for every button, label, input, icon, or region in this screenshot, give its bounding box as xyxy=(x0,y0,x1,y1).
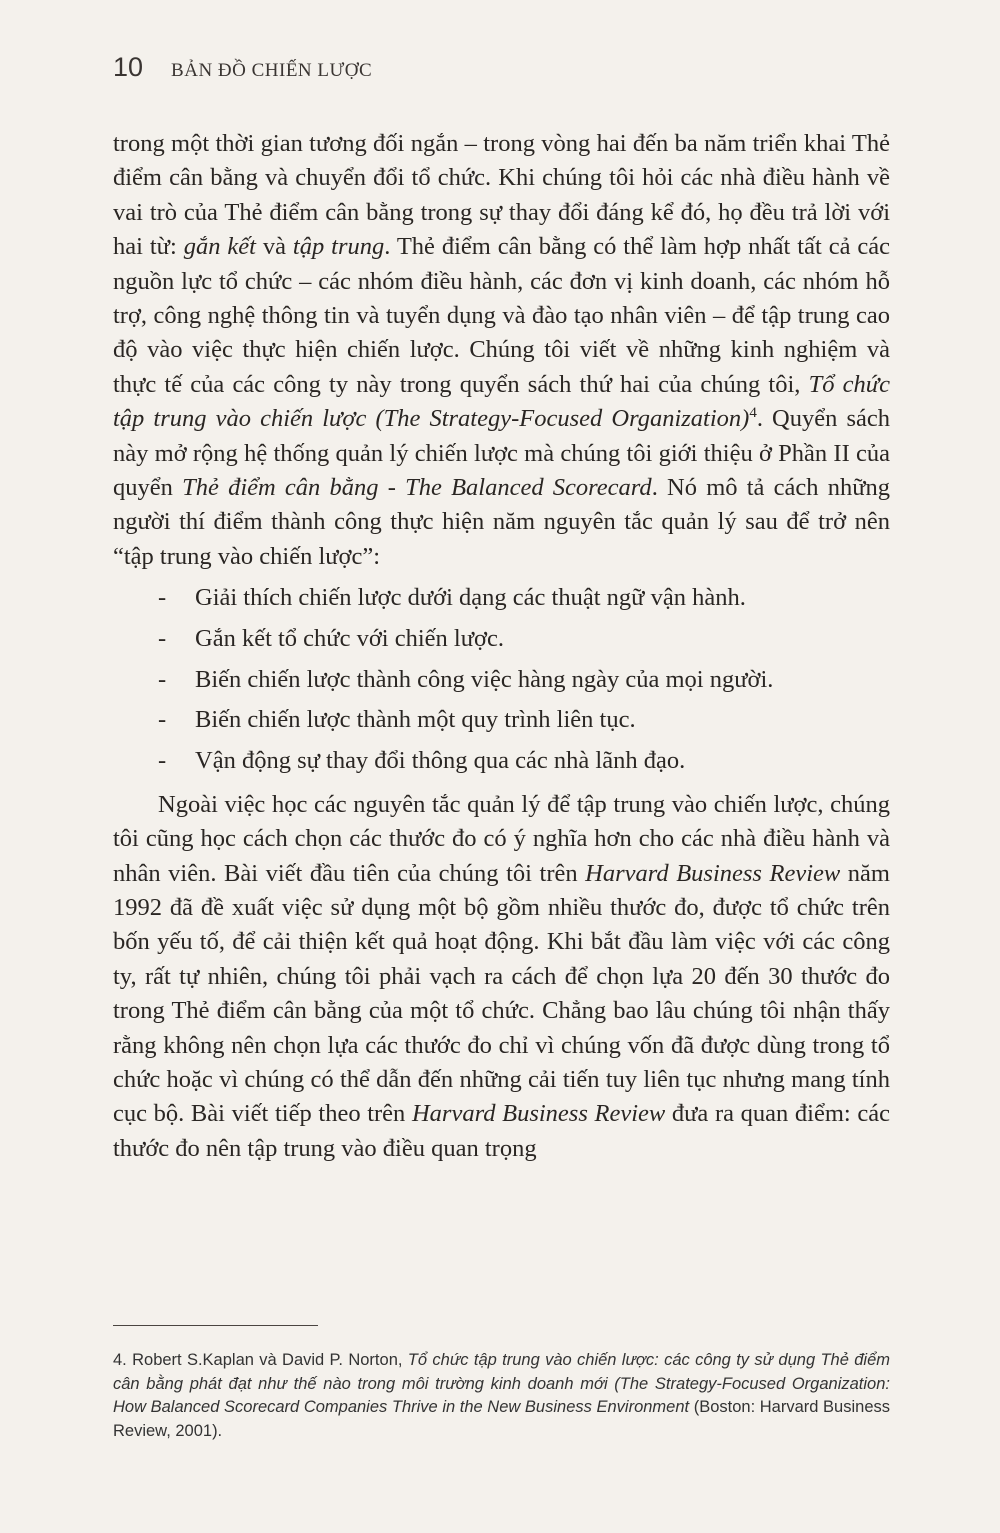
p2-text-1: Ngoài việc học các nguyên tắc quản lý để tập trung vào chiến lược, chúng tôi cũng học cách chọn các thước đo có ý nghĩa hơn cho các nhà điều hành và nhân viên. Bài viết đầu tiên của chúng tôi trên xyxy=(113,790,890,887)
list-item xyxy=(113,700,890,741)
list-item xyxy=(113,741,890,782)
p1-italic-2: tập trung xyxy=(292,233,385,261)
p1-text-1: trong một thời gian tương đối ngắn – trong vòng hai đến ba năm triển khai Thẻ điểm cân bằng và chuyển đổi tổ chức. Khi chúng tôi hỏi các nhà điều hành về vai trò của Thẻ điểm cân bằng trong sự thay đổi đáng kể đó, họ đều trả lời với hai từ: xyxy=(113,130,890,261)
list-item-text: Gắn kết tổ chức với chiến lược. xyxy=(195,624,504,652)
body-text xyxy=(113,127,890,1166)
p1-italic-1: gắn kết xyxy=(183,233,256,261)
principles-list xyxy=(113,578,890,782)
footnote-text-2: (Boston: Harvard Business Review, 2001). xyxy=(113,1398,891,1440)
list-item xyxy=(113,660,890,701)
p1-italic-4: Thẻ điểm cân bằng - The Balanced Scorecard xyxy=(182,474,652,502)
footnote-divider xyxy=(113,1325,318,1326)
p1-text-5: . Nó mô tả cách những người thí điểm thành công thực hiện năm nguyên tắc quản lý sau để trở nên “tập trung vào chiến lược”: xyxy=(113,474,890,570)
running-title: BẢN ĐỒ CHIẾN LƯỢC xyxy=(171,60,373,81)
p2-italic-2: Harvard Business Review xyxy=(411,1100,666,1128)
list-item-text: Biến chiến lược thành công việc hàng ngày của mọi người. xyxy=(195,665,774,693)
bullet-dash: - xyxy=(158,706,167,734)
page-number: 10 xyxy=(113,52,144,82)
list-item-text: Vận động sự thay đổi thông qua các nhà lãnh đạo. xyxy=(195,747,686,775)
bullet-dash: - xyxy=(158,665,167,693)
p1-italic-3: Tổ chức tập trung vào chiến lược (The Strategy-Focused Organization) xyxy=(113,370,890,433)
list-item-text: Giải thích chiến lược dưới dạng các thuật ngữ vận hành. xyxy=(195,584,746,612)
bullet-dash: - xyxy=(158,624,167,652)
footnote-reference: 4 xyxy=(749,405,757,422)
bullet-dash: - xyxy=(158,584,167,612)
p1-text-2: và xyxy=(255,233,293,261)
paragraph-2 xyxy=(113,788,890,1166)
footnote-text-1: 4. Robert S.Kaplan và David P. Norton, xyxy=(113,1351,408,1369)
footnote-italic: Tổ chức tập trung vào chiến lược: các công ty sử dụng Thẻ điểm cân bằng phát đạt như thế nào trong môi trường kinh doanh mới (The Strategy-Focused Organization: How Balanced Scorecard Companies Thrive in the New Business Environment xyxy=(113,1351,890,1416)
paragraph-1 xyxy=(113,127,890,574)
page-header xyxy=(113,52,372,83)
list-item xyxy=(113,619,890,660)
p1-text-3: . Thẻ điểm cân bằng có thể làm hợp nhất tất cả các nguồn lực tổ chức – các nhóm điều hành, các đơn vị kinh doanh, các nhóm hỗ trợ, công nghệ thông tin và tuyển dụng và đào tạo nhân viên – để tập trung cao độ vào việc thực hiện chiến lược. Chúng tôi viết về những kinh nghiệm và thực tế của các công ty này trong quyển sách thứ hai của chúng tôi, xyxy=(113,233,891,398)
p1-text-4: . Quyển sách này mở rộng hệ thống quản lý chiến lược mà chúng tôi giới thiệu ở Phần II của quyển xyxy=(113,405,890,502)
p2-text-2: năm 1992 đã đề xuất việc sử dụng một bộ gồm nhiều thước đo, được tổ chức trên bốn yếu tố, để cải thiện kết quả hoạt động. Khi bắt đầu làm việc với các công ty, rất tự nhiên, chúng tôi phải vạch ra cách để chọn lựa 20 đến 30 thước đo trong Thẻ điểm cân bằng của một tổ chức. Chẳng bao lâu chúng tôi nhận thấy rằng không nên chọn lựa các thước đo chỉ vì chúng vốn đã được dùng trong tổ chức hoặc vì chúng có thể dẫn đến những cải tiến tuy liên tục nhưng mang tính cục bộ. Bài viết tiếp theo trên xyxy=(113,859,890,1128)
list-item-text: Biến chiến lược thành một quy trình liên tục. xyxy=(195,706,636,734)
list-item xyxy=(113,578,890,619)
p2-text-3: đưa ra quan điểm: các thước đo nên tập trung vào điều quan trọng xyxy=(113,1100,890,1162)
p2-italic-1: Harvard Business Review xyxy=(585,859,841,887)
bullet-dash: - xyxy=(158,747,167,775)
footnote xyxy=(113,1349,890,1443)
